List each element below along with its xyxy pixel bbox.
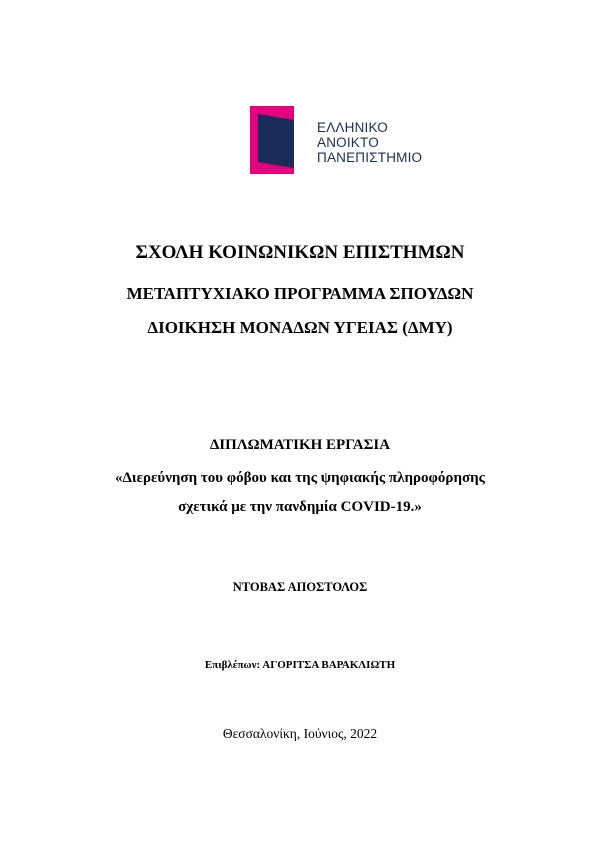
school-name: ΣΧΟΛΗ ΚΟΙΝΩΝΙΚΩΝ ΕΠΙΣΤΗΜΩΝ — [135, 242, 465, 263]
university-logo — [250, 106, 440, 176]
place-date: Θεσσαλονίκη, Ιούνιος, 2022 — [222, 726, 378, 741]
logo-line-3: ΠΑΝΕΠΙΣΤΗΜΙΟ — [317, 150, 423, 165]
author-name: ΝΤΟΒΑΣ ΑΠΟΣΤΟΛΟΣ — [232, 580, 368, 594]
supervisor: Επιβλέπων: ΑΓΟΡΙΤΣΑ ΒΑΡΑΚΛΙΩΤΗ — [204, 659, 396, 671]
thesis-type: ΔΙΠΛΩΜΑΤΙΚΗ ΕΡΓΑΣΙΑ — [209, 437, 391, 453]
thesis-title-line-1: «Διερεύνηση του φόβου και της ψηφιακής πληροφόρησης — [115, 470, 485, 486]
logo-line-2: ΑΝΟΙΚΤΟ — [317, 135, 379, 150]
thesis-title-line-2: σχετικά με την πανδημία COVID-19.» — [178, 499, 422, 515]
program-name: ΜΕΤΑΠΤΥΧΙΑΚΟ ΠΡΟΓΡΑΜΜΑ ΣΠΟΥΔΩΝ — [126, 284, 474, 303]
eap-logo-icon — [250, 106, 312, 174]
logo-text — [317, 120, 422, 165]
logo-line-1: ΕΛΛΗΝΙΚΟ — [317, 120, 388, 135]
department-name: ΔΙΟΙΚΗΣΗ ΜΟΝΑΔΩΝ ΥΓΕΙΑΣ (ΔΜΥ) — [147, 318, 453, 337]
